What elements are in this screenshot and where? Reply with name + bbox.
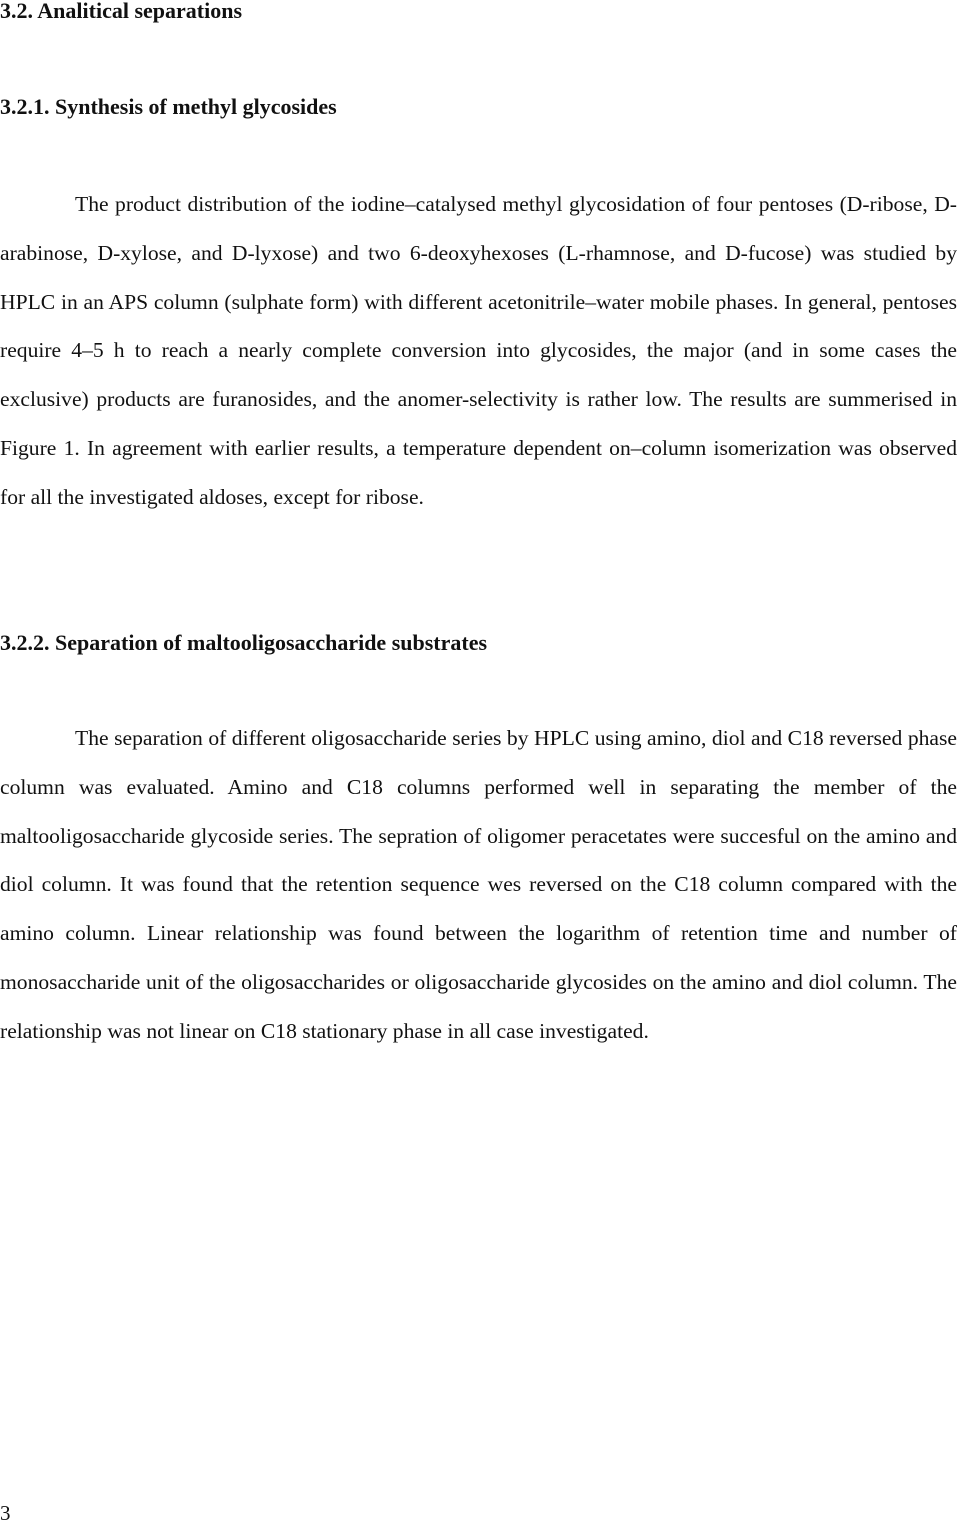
paragraph-separation	[0, 714, 957, 1056]
subsection-heading-synthesis: 3.2.1. Synthesis of methyl glycosides	[0, 94, 337, 119]
paragraph-synthesis-text: The product distribution of the iodine–catalysed methyl glycosidation of four pentoses (D-ribose, D-arabinose, D-xylose, and D-lyxose) and two 6-deoxyhexoses (L-rhamnose, and D-fucose) was studied by HPLC in an APS column (sulphate form) with different acetonitrile–water mobile phases. In general, pentoses require 4–5 h to reach a nearly complete conversion into glycosides, the major (and in some cases the exclusive) products are furanosides, and the anomer-selectivity is rather low. The results are summerised in Figure 1. In agreement with earlier results, a temperature dependent on–column isomerization was observed for all the investigated aldoses, except for ribose.	[0, 192, 957, 509]
subsection-heading-separation: 3.2.2. Separation of maltooligosaccharide substrates	[0, 630, 488, 655]
paragraph-separation-text: The separation of different oligosaccharide series by HPLC using amino, diol and C18 reversed phase column was evaluated. Amino and C18 columns performed well in separating the member of the maltooligosaccharide glycoside series. The sepration of oligomer peracetates were succesful on the amino and diol column. It was found that the retention sequence wes reversed on the C18 column compared with the amino column. Linear relationship was found between the logarithm of retention time and number of monosaccharide unit of the oligosaccharides or oligosaccharide glycosides on the amino and diol column. The relationship was not linear on C18 stationary phase in all case investigated.	[0, 726, 957, 1043]
page-number: 3	[0, 1501, 11, 1525]
section-heading: 3.2. Analitical separations	[0, 0, 243, 23]
paragraph-synthesis	[0, 180, 957, 522]
